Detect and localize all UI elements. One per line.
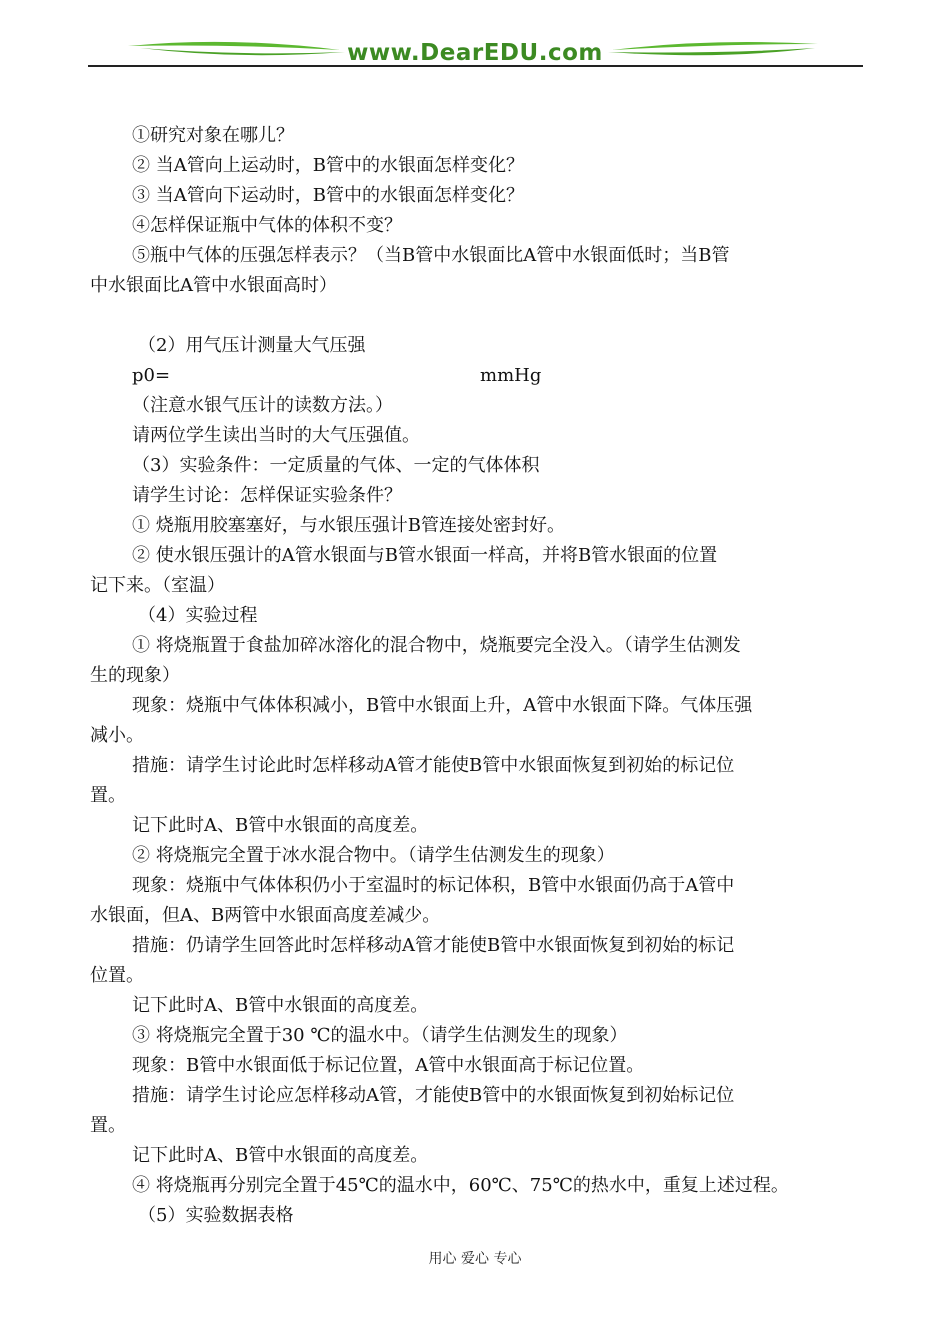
- instruction-read-pressure: 请两位学生读出当时的大气压强值。: [132, 425, 420, 446]
- step-1-phenomenon: 现象：烧瓶中气体体积减小，B管中水银面上升，A管中水银面下降。气体压强: [132, 695, 753, 716]
- step-1-phenomenon-cont: 减小。: [90, 725, 144, 746]
- header-rule: [88, 65, 863, 67]
- step-1: ① 将烧瓶置于食盐加碎冰溶化的混合物中，烧瓶要完全没入。（请学生估测发: [132, 635, 741, 656]
- step-1-measure-cont: 置。: [90, 785, 126, 806]
- step-1-record: 记下此时A、B管中水银面的高度差。: [132, 815, 429, 836]
- condition-1: ① 烧瓶用胶塞塞好，与水银压强计B管连接处密封好。: [132, 515, 565, 536]
- step-3-measure: 措施：请学生讨论应怎样移动A管，才能使B管中的水银面恢复到初始标记位: [132, 1085, 735, 1106]
- question-1: ①研究对象在哪儿？: [132, 125, 294, 146]
- step-1-cont: 生的现象）: [90, 665, 180, 686]
- step-3-record: 记下此时A、B管中水银面的高度差。: [132, 1145, 429, 1166]
- step-3-phenomenon: 现象：B管中水银面低于标记位置，A管中水银面高于标记位置。: [132, 1055, 645, 1076]
- step-2-record: 记下此时A、B管中水银面的高度差。: [132, 995, 429, 1016]
- condition-2: ② 使水银压强计的A管水银面与B管水银面一样高，并将B管水银面的位置: [132, 545, 718, 566]
- p0-label: p0=: [132, 365, 171, 386]
- page-footer: 用心 爱心 专心: [428, 1251, 522, 1267]
- section-2-heading: （2）用气压计测量大气压强: [138, 335, 366, 356]
- step-4: ④ 将烧瓶再分别完全置于45℃的温水中，60℃、75℃的热水中，重复上述过程。: [132, 1175, 789, 1196]
- step-2-measure-cont: 位置。: [90, 965, 144, 986]
- site-watermark: www.DearEDU.com: [347, 40, 603, 66]
- question-5-cont: 中水银面比A管中水银面高时）: [90, 275, 337, 296]
- discussion-prompt: 请学生讨论：怎样保证实验条件？: [132, 485, 402, 506]
- section-5-heading: （5）实验数据表格: [138, 1205, 294, 1226]
- step-3: ③ 将烧瓶完全置于30 ℃的温水中。（请学生估测发生的现象）: [132, 1025, 628, 1046]
- step-2-phenomenon-cont: 水银面，但A、B两管中水银面高度差减少。: [90, 905, 441, 926]
- step-1-measure: 措施：请学生讨论此时怎样移动A管才能使B管中水银面恢复到初始的标记位: [132, 755, 735, 776]
- question-3: ③ 当A管向下运动时，B管中的水银面怎样变化？: [132, 185, 524, 206]
- step-3-measure-cont: 置。: [90, 1115, 126, 1136]
- step-2-measure: 措施：仍请学生回答此时怎样移动A管才能使B管中水银面恢复到初始的标记: [132, 935, 735, 956]
- question-2: ② 当A管向上运动时，B管中的水银面怎样变化？: [132, 155, 524, 176]
- question-4: ④怎样保证瓶中气体的体积不变？: [132, 215, 402, 236]
- page-header: [0, 30, 950, 70]
- section-4-heading: （4）实验过程: [138, 605, 258, 626]
- section-3-heading: （3）实验条件：一定质量的气体、一定的气体体积: [132, 455, 540, 476]
- p0-unit: mmHg: [480, 365, 542, 386]
- question-5: ⑤瓶中气体的压强怎样表示？（当B管中水银面比A管中水银面低时；当B管: [132, 245, 730, 266]
- step-2: ② 将烧瓶完全置于冰水混合物中。（请学生估测发生的现象）: [132, 845, 615, 866]
- step-2-phenomenon: 现象：烧瓶中气体体积仍小于室温时的标记体积，B管中水银面仍高于A管中: [132, 875, 735, 896]
- barometer-note: （注意水银气压计的读数方法。）: [132, 395, 393, 416]
- condition-2-cont: 记下来。（室温）: [90, 575, 225, 596]
